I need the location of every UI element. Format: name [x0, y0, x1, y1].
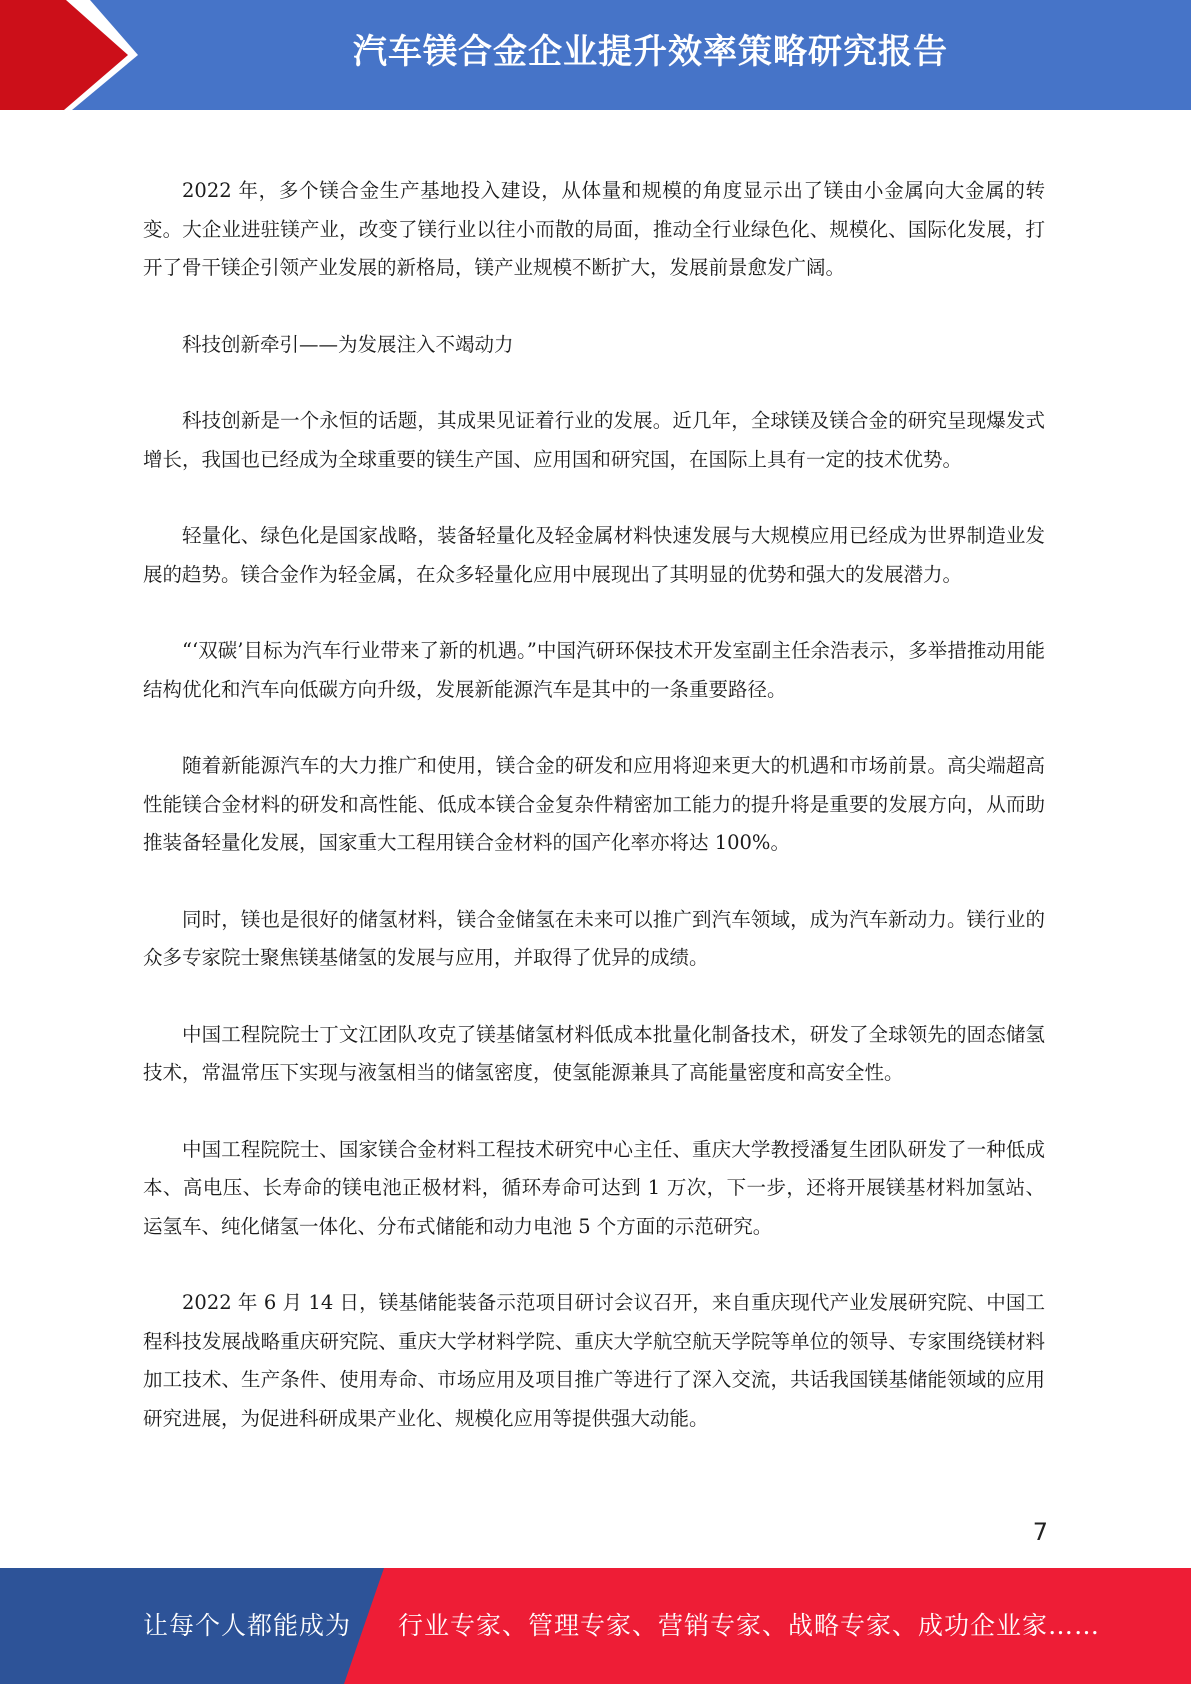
paragraph-2: 科技创新是一个永恒的话题，其成果见证着行业的发展。近几年，全球镁及镁合金的研究呈现爆发式增长，我国也已经成为全球重要的镁生产国、应用国和研究国，在国际上具有一定的技术优势。 [143, 409, 1045, 471]
paragraph-6: 同时，镁也是很好的储氢材料，镁合金储氢在未来可以推广到汽车领域，成为汽车新动力。镁行业的众多专家院士聚焦镁基储氢的发展与应用，并取得了优异的成绩。 [143, 907, 1045, 969]
paragraph-7: 中国工程院院士丁文江团队攻克了镁基储氢材料低成本批量化制备技术，研发了全球领先的固态储氢技术，常温常压下实现与液氢相当的储氢密度，使氢能源兼具了高能量密度和高安全性。 [143, 1022, 1045, 1084]
paragraph-3: 轻量化、绿色化是国家战略，装备轻量化及轻金属材料快速发展与大规模应用已经成为世界制造业发展的趋势。镁合金作为轻金属，在众多轻量化应用中展现出了其明显的优势和强大的发展潜力。 [143, 524, 1045, 586]
paragraph-5: 随着新能源汽车的大力推广和使用，镁合金的研发和应用将迎来更大的机遇和市场前景。高尖端超高性能镁合金材料的研发和高性能、低成本镁合金复杂件精密加工能力的提升将是重要的发展方向，从而助推装备轻量化发展，国家重大工程用镁合金材料的国产化率亦将达 100%。 [143, 754, 1045, 854]
footer-slogan-right: 行业专家、管理专家、营销专家、战略专家、成功企业家…… [398, 1611, 1101, 1640]
paragraph-8: 中国工程院院士、国家镁合金材料工程技术研究中心主任、重庆大学教授潘复生团队研发了一种低成本、高电压、长寿命的镁电池正极材料，循环寿命可达到 1 万次，下一步，还将开展镁基材料加氢站、运氢车、纯化储氢一体化、分布式储能和动力电池 5 个方面的示范研究。 [143, 1137, 1045, 1238]
section-heading: 科技创新牵引——为发展注入不竭动力 [182, 332, 514, 356]
article-body [143, 172, 1045, 1476]
page-footer [0, 1568, 1191, 1684]
page-header [0, 0, 1191, 110]
footer-slogan-left: 让每个人都能成为 [143, 1611, 352, 1640]
document-title: 汽车镁合金企业提升效率策略研究报告 [353, 32, 948, 72]
header-arrow-decoration [0, 0, 150, 110]
paragraph-1: 2022 年，多个镁合金生产基地投入建设，从体量和规模的角度显示出了镁由小金属向大金属的转变。大企业进驻镁产业，改变了镁行业以往小而散的局面，推动全行业绿色化、规模化、国际化发展，打开了骨干镁企引领产业发展的新格局，镁产业规模不断扩大，发展前景愈发广阔。 [143, 179, 1045, 279]
paragraph-4: “‘双碳’目标为汽车行业带来了新的机遇。”中国汽研环保技术开发室副主任余浩表示，多举措推动用能结构优化和汽车向低碳方向升级，发展新能源汽车是其中的一条重要路径。 [143, 639, 1045, 701]
page-number: 7 [1032, 1518, 1048, 1546]
paragraph-9: 2022 年 6 月 14 日，镁基储能装备示范项目研讨会议召开，来自重庆现代产业发展研究院、中国工程科技发展战略重庆研究院、重庆大学材料学院、重庆大学航空航天学院等单位的领导、专家围绕镁材料加工技术、生产条件、使用寿命、市场应用及项目推广等进行了深入交流，共话我国镁基储能领域的应用研究进展，为促进科研成果产业化、规模化应用等提供强大动能。 [143, 1291, 1045, 1430]
